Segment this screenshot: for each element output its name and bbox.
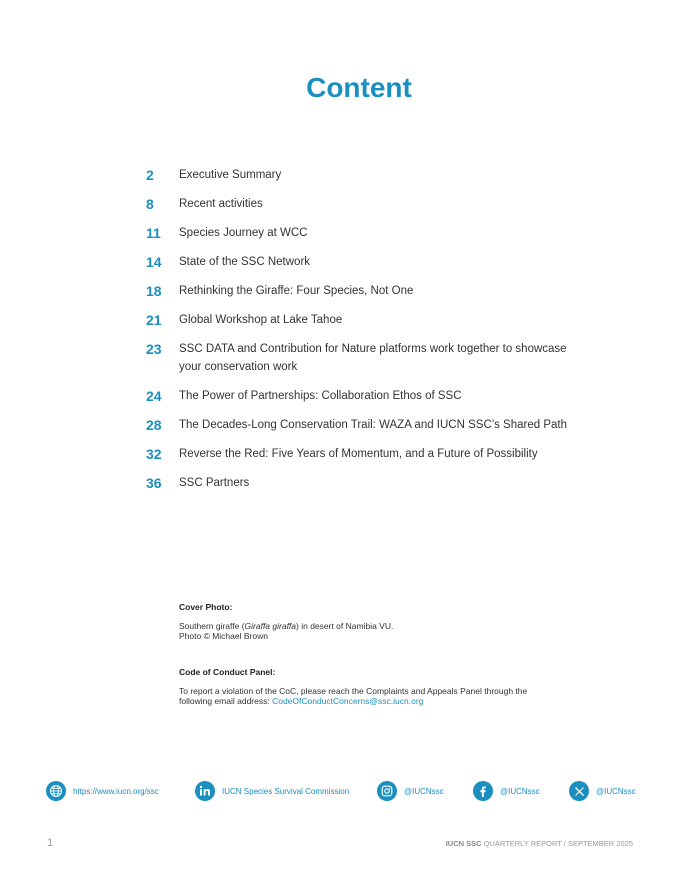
toc-title: The Decades-Long Conservation Trail: WAZA and IUCN SSC’s Shared Path: [179, 419, 567, 431]
cover-photo-heading: Cover Photo:: [179, 602, 233, 612]
code-of-conduct-body: To report a violation of the CoC, please reach the Complaints and Appeals Panel through the following email address:: [179, 685, 528, 706]
toc-page-number: 23: [146, 341, 162, 357]
x-icon: [569, 781, 589, 801]
toc-title: Species Journey at WCC: [179, 227, 308, 239]
social-label: IUCN Species Survival Commission: [222, 786, 350, 796]
toc-entry[interactable]: [146, 387, 576, 405]
toc-page-number: 32: [146, 446, 162, 462]
toc-page-number: 2: [146, 167, 154, 183]
toc-entry[interactable]: [146, 416, 576, 434]
toc-page-number: 14: [146, 254, 162, 270]
globe-icon: [46, 781, 66, 801]
social-label: https://www.iucn.org/ssc: [73, 786, 159, 796]
social-label: @IUCNssc: [596, 786, 636, 796]
toc-entry[interactable]: [146, 474, 576, 492]
cover-photo-note: [179, 602, 559, 642]
toc-entry[interactable]: [146, 253, 576, 271]
toc-page-number: 11: [146, 225, 161, 241]
table-of-contents: [146, 166, 576, 503]
social-instagram[interactable]: [377, 780, 444, 802]
report-footer: [446, 839, 633, 848]
footer-brand: IUCN SSC: [445, 839, 482, 848]
code-of-conduct-text: [179, 686, 559, 707]
footer-report-date: QUARTERLY REPORT / SEPTEMBER 2025: [481, 839, 633, 848]
toc-title: Rethinking the Giraffe: Four Species, Not One: [179, 285, 414, 297]
toc-entry[interactable]: [146, 282, 576, 300]
linkedin-icon: [195, 781, 215, 801]
toc-entry[interactable]: [146, 166, 576, 184]
toc-page-number: 18: [146, 283, 162, 299]
social-facebook[interactable]: [473, 780, 540, 802]
toc-entry[interactable]: [146, 195, 576, 213]
toc-title: SSC DATA and Contribution for Nature platforms work together to showcase your conservation work: [179, 343, 567, 373]
toc-title: Reverse the Red: Five Years of Momentum, and a Future of Possibility: [179, 448, 538, 460]
social-label: @IUCNssc: [500, 786, 540, 796]
social-website[interactable]: [46, 780, 159, 802]
social-label: @IUCNssc: [404, 786, 444, 796]
facebook-icon: [473, 781, 493, 801]
toc-page-number: 28: [146, 417, 162, 433]
social-x[interactable]: [569, 780, 636, 802]
toc-title: State of the SSC Network: [179, 256, 311, 268]
toc-entry[interactable]: [146, 445, 576, 463]
social-linkedin[interactable]: [195, 780, 349, 802]
social-links: [46, 780, 636, 802]
toc-title: Global Workshop at Lake Tahoe: [179, 314, 343, 326]
toc-page-number: 21: [146, 312, 162, 328]
caption-text: Southern giraffe (: [179, 620, 245, 631]
toc-title: Executive Summary: [179, 169, 282, 181]
toc-entry[interactable]: [146, 311, 576, 329]
photo-credit: Photo © Michael Brown: [179, 631, 268, 641]
cover-photo-caption: [179, 621, 559, 632]
code-of-conduct-heading: Code of Conduct Panel:: [179, 667, 276, 677]
toc-page-number: 36: [146, 475, 162, 491]
toc-page-number: 24: [146, 388, 162, 404]
page-title: Content: [306, 72, 412, 103]
caption-text: ) in desert of Namibia VU.: [296, 620, 394, 631]
toc-entry[interactable]: [146, 224, 576, 242]
page-number: 1: [47, 837, 54, 849]
toc-title: The Power of Partnerships: Collaboration Ethos of SSC: [179, 390, 462, 402]
email-link[interactable]: CodeOfConductConcerns@ssc.iucn.org: [272, 696, 424, 706]
code-of-conduct-note: [179, 667, 559, 707]
toc-entry[interactable]: [146, 340, 576, 376]
toc-title: SSC Partners: [179, 477, 250, 489]
toc-page-number: 8: [146, 196, 154, 212]
species-name: Giraffa giraffa: [244, 620, 297, 631]
toc-title: Recent activities: [179, 198, 263, 210]
instagram-icon: [377, 781, 397, 801]
